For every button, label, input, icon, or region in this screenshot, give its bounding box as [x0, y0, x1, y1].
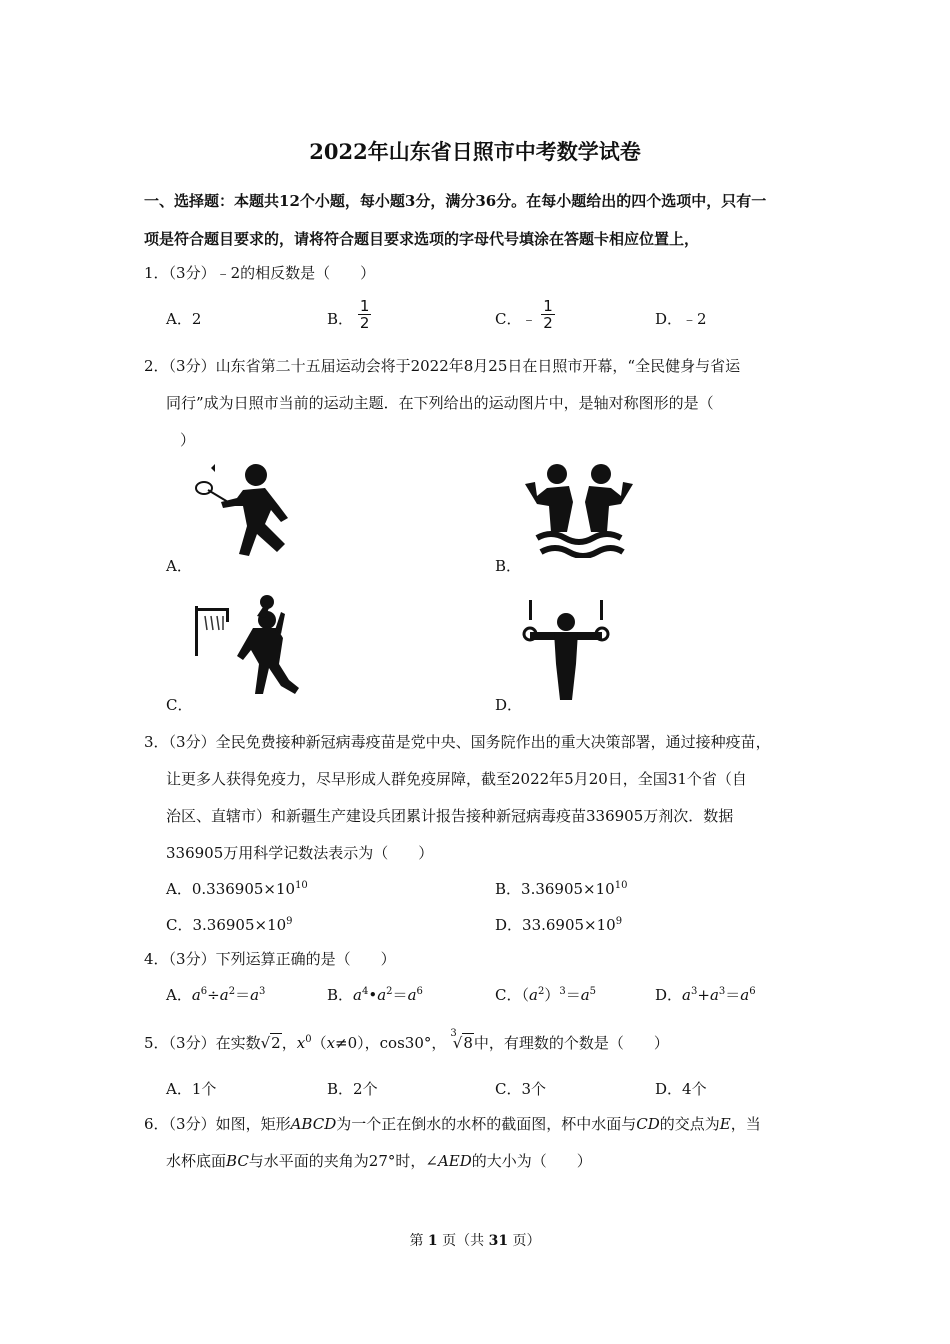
- section-header-line1: 一、选择题：本题共12个小题，每小题3分，满分36分。在每小题给出的四个选项中，只有一: [144, 192, 767, 210]
- fraction-half: $\frac{1}{2}$: [359, 296, 370, 332]
- sqrt-two: √2: [260, 1034, 281, 1052]
- q1-option-a: A．2: [166, 310, 202, 328]
- fraction-half: $\frac{1}{2}$: [543, 296, 553, 332]
- page-title: 2022年山东省日照市中考数学试卷: [309, 139, 641, 164]
- section-header-line2: 项是符合题目要求的，请将符合题目要求选项的字母代号填涂在答题卡相应位置上，: [144, 230, 700, 248]
- q2-option-a: A．: [166, 557, 192, 575]
- badminton-icon: [193, 462, 308, 560]
- q3-stem-line3: 治区、直辖市）和新疆生产建设兵团累计报告接种新冠病毒疫苗336905万剂次．数据: [166, 807, 734, 825]
- q3-option-d: D．$33.6905\times 10^9$: [495, 916, 623, 934]
- q5-option-b: B．2个: [327, 1080, 378, 1098]
- q4-stem: 4．（3分）下列运算正确的是（ ）: [144, 950, 396, 968]
- q6-stem-line2: 水杯底面BC与水平面的夹角为27°时，∠AED的大小为（ ）: [166, 1152, 592, 1170]
- q3-option-a: A．$0.336905\times 10^{10}$: [166, 880, 308, 898]
- q2-option-c: C．: [166, 696, 193, 714]
- q2-stem-line1: 2．（3分）山东省第二十五届运动会将于2022年8月25日在日照市开幕，“全民健身与省运: [144, 357, 741, 375]
- q3-option-c: C．$3.36905\times 10^9$: [166, 916, 293, 934]
- q2-option-b: B．: [495, 557, 522, 575]
- q5-option-c: C．3个: [495, 1080, 547, 1098]
- q5-option-d: D．4个: [655, 1080, 707, 1098]
- q4-option-c: C．$(a^2)^3=a^5$: [495, 986, 597, 1004]
- basketball-icon: [193, 594, 303, 700]
- swimming-icon: [523, 462, 635, 558]
- q3-stem-line2: 让更多人获得免疫力，尽早形成人群免疫屏障，截至2022年5月20日，全国31个省（自: [166, 770, 747, 788]
- q3-stem-line1: 3．（3分）全民免费接种新冠病毒疫苗是党中央、国务院作出的重大决策部署，通过接种疫苗，: [144, 733, 771, 751]
- q1-stem: 1．（3分）﹣2的相反数是（ ）: [144, 264, 376, 282]
- q6-stem-line1: 6．（3分）如图，矩形ABCD为一个正在倒水的水杯的截面图，杯中水面与CD的交点为E，当: [144, 1115, 761, 1133]
- cube-root-eight: $^3$√8: [450, 1028, 473, 1052]
- q4-option-b: B．$a^4•a^2=a^6$: [327, 986, 423, 1004]
- q3-option-b: B．$3.36905\times 10^{10}$: [495, 880, 628, 898]
- q1-option-b: B． $\frac{1}{2}$: [327, 296, 370, 332]
- q3-stem-line4: 336905万用科学记数法表示为（ ）: [166, 844, 434, 862]
- q1-option-c: C．﹣ $\frac{1}{2}$: [495, 296, 553, 332]
- q2-stem-line2: 同行”成为日照市当前的运动主题．在下列给出的运动图片中，是轴对称图形的是（: [166, 394, 714, 412]
- q2-option-d: D．: [495, 696, 523, 714]
- q4-option-d: D．$a^3+a^3=a^6$: [655, 986, 756, 1004]
- q2-stem-line3: ）: [180, 431, 196, 449]
- rings-gymnastics-icon: [520, 600, 612, 702]
- q5-stem: 5．（3分）在实数√2，$x^0(x\ne 0)$，cos30°，$^3$√8中，有理数的个数是（ ）: [144, 1028, 669, 1052]
- page-footer: 第 1 页（共 31 页）: [409, 1233, 541, 1249]
- q5-option-a: A．1个: [166, 1080, 217, 1098]
- page-number: 1: [427, 1233, 438, 1249]
- q4-option-a: A．$a^6\div a^2=a^3$: [166, 986, 266, 1004]
- q1-option-d: D．﹣2: [655, 310, 707, 328]
- total-pages: 31: [488, 1233, 509, 1249]
